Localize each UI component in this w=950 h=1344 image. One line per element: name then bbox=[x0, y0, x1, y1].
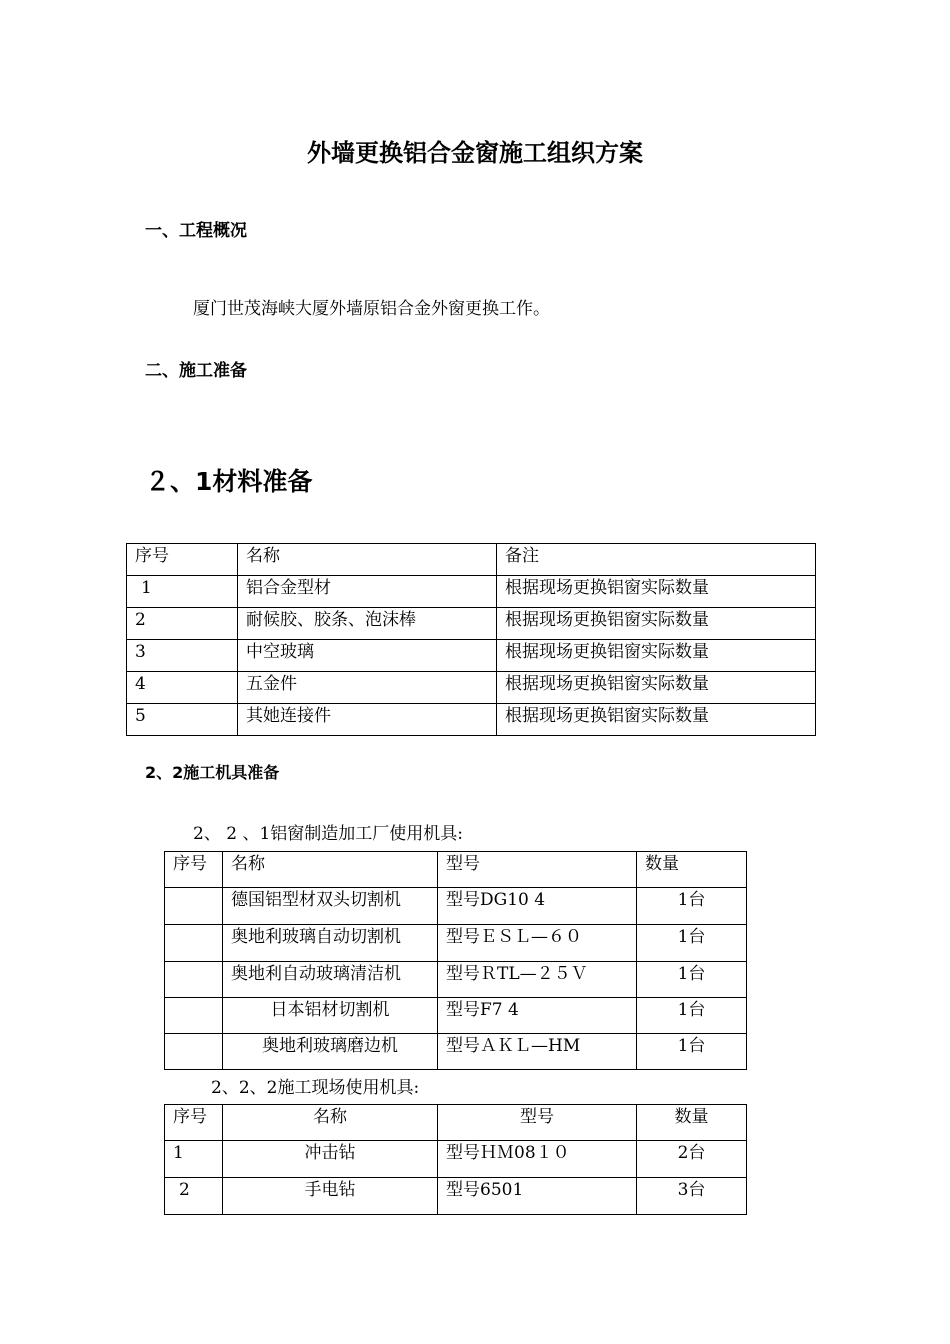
header-cell: 名称 bbox=[223, 1105, 438, 1141]
table-row bbox=[165, 962, 747, 998]
cell-quantity: 3台 bbox=[637, 1178, 747, 1215]
cell-name: 奥地利玻璃磨边机 bbox=[223, 1034, 438, 1070]
header-cell: 数量 bbox=[637, 852, 747, 888]
cell-index: 1 bbox=[165, 1141, 223, 1178]
cell-model: 型号ＡＫＬ—HM bbox=[438, 1034, 637, 1070]
cell-model: 型号F7 4 bbox=[438, 998, 637, 1034]
cell-name: 日本铝材切割机 bbox=[223, 998, 438, 1034]
document-title: 外墙更换铝合金窗施工组织方案 bbox=[307, 139, 643, 167]
cell-model: 型号ＲTL—２５Ｖ bbox=[438, 962, 637, 998]
materials-table bbox=[126, 543, 816, 736]
cell-model: 型号6501 bbox=[438, 1178, 637, 1215]
cell-model: 型号DG10 4 bbox=[438, 888, 637, 925]
table-row bbox=[127, 576, 816, 608]
cell-quantity: 1台 bbox=[637, 962, 747, 998]
overview-paragraph: 厦门世茂海峡大厦外墙原铝合金外窗更换工作。 bbox=[193, 299, 550, 319]
cell-index bbox=[165, 962, 223, 998]
header-cell: 备注 bbox=[497, 544, 816, 576]
table-row bbox=[165, 925, 747, 962]
table-row bbox=[127, 704, 816, 736]
cell-name: 五金件 bbox=[238, 672, 497, 704]
cell-name: 德国铝型材双头切割机 bbox=[223, 888, 438, 925]
cell-name: 奥地利自动玻璃清洁机 bbox=[223, 962, 438, 998]
table-row bbox=[165, 888, 747, 925]
factory-tools-table bbox=[164, 851, 747, 1070]
cell-name: 其她连接件 bbox=[238, 704, 497, 736]
cell-note: 根据现场更换铝窗实际数量 bbox=[497, 672, 816, 704]
cell-name: 铝合金型材 bbox=[238, 576, 497, 608]
cell-name: 中空玻璃 bbox=[238, 640, 497, 672]
cell-quantity: 1台 bbox=[637, 998, 747, 1034]
cell-quantity: 1台 bbox=[637, 1034, 747, 1070]
subheading-materials: ２、1材料准备 bbox=[145, 467, 313, 496]
table-header-row bbox=[127, 544, 816, 576]
header-cell: 型号 bbox=[438, 852, 637, 888]
cell-note: 根据现场更换铝窗实际数量 bbox=[497, 576, 816, 608]
header-cell: 名称 bbox=[238, 544, 497, 576]
cell-name: 手电钻 bbox=[223, 1178, 438, 1215]
cell-model: 型号ＥＳＬ—６０ bbox=[438, 925, 637, 962]
header-cell: 型号 bbox=[438, 1105, 637, 1141]
header-cell: 数量 bbox=[637, 1105, 747, 1141]
cell-name: 耐候胶、胶条、泡沫棒 bbox=[238, 608, 497, 640]
subheading-tools: 2、2施工机具准备 bbox=[145, 763, 280, 782]
section-heading-preparation: 二、施工准备 bbox=[145, 361, 247, 381]
cell-index: 4 bbox=[127, 672, 238, 704]
cell-index bbox=[165, 888, 223, 925]
cell-index: 2 bbox=[165, 1178, 223, 1215]
table-row bbox=[127, 608, 816, 640]
cell-model: 型号ＨＭ08１０ bbox=[438, 1141, 637, 1178]
cell-index bbox=[165, 925, 223, 962]
cell-quantity: 1台 bbox=[637, 888, 747, 925]
table-row bbox=[127, 640, 816, 672]
subheading-site-tools: 2、2、2施工现场使用机具: bbox=[211, 1078, 420, 1098]
table-row bbox=[165, 1141, 747, 1178]
cell-index: 2 bbox=[127, 608, 238, 640]
subheading-factory-tools: 2、 2 、1铝窗制造加工厂使用机具: bbox=[193, 824, 463, 844]
cell-name: 冲击钻 bbox=[223, 1141, 438, 1178]
cell-index bbox=[165, 998, 223, 1034]
table-row bbox=[165, 1034, 747, 1070]
cell-index: 3 bbox=[127, 640, 238, 672]
header-cell: 序号 bbox=[127, 544, 238, 576]
cell-index: 5 bbox=[127, 704, 238, 736]
table-row bbox=[165, 1178, 747, 1215]
table-header-row bbox=[165, 852, 747, 888]
cell-index bbox=[165, 1034, 223, 1070]
table-header-row bbox=[165, 1105, 747, 1141]
site-tools-table bbox=[164, 1104, 747, 1215]
header-cell: 序号 bbox=[165, 1105, 223, 1141]
cell-name: 奥地利玻璃自动切割机 bbox=[223, 925, 438, 962]
section-heading-overview: 一、工程概况 bbox=[145, 221, 247, 241]
cell-note: 根据现场更换铝窗实际数量 bbox=[497, 608, 816, 640]
table-row bbox=[165, 998, 747, 1034]
header-cell: 名称 bbox=[223, 852, 438, 888]
header-cell: 序号 bbox=[165, 852, 223, 888]
cell-note: 根据现场更换铝窗实际数量 bbox=[497, 704, 816, 736]
cell-quantity: 1台 bbox=[637, 925, 747, 962]
cell-index: 1 bbox=[127, 576, 238, 608]
cell-note: 根据现场更换铝窗实际数量 bbox=[497, 640, 816, 672]
cell-quantity: 2台 bbox=[637, 1141, 747, 1178]
table-row bbox=[127, 672, 816, 704]
